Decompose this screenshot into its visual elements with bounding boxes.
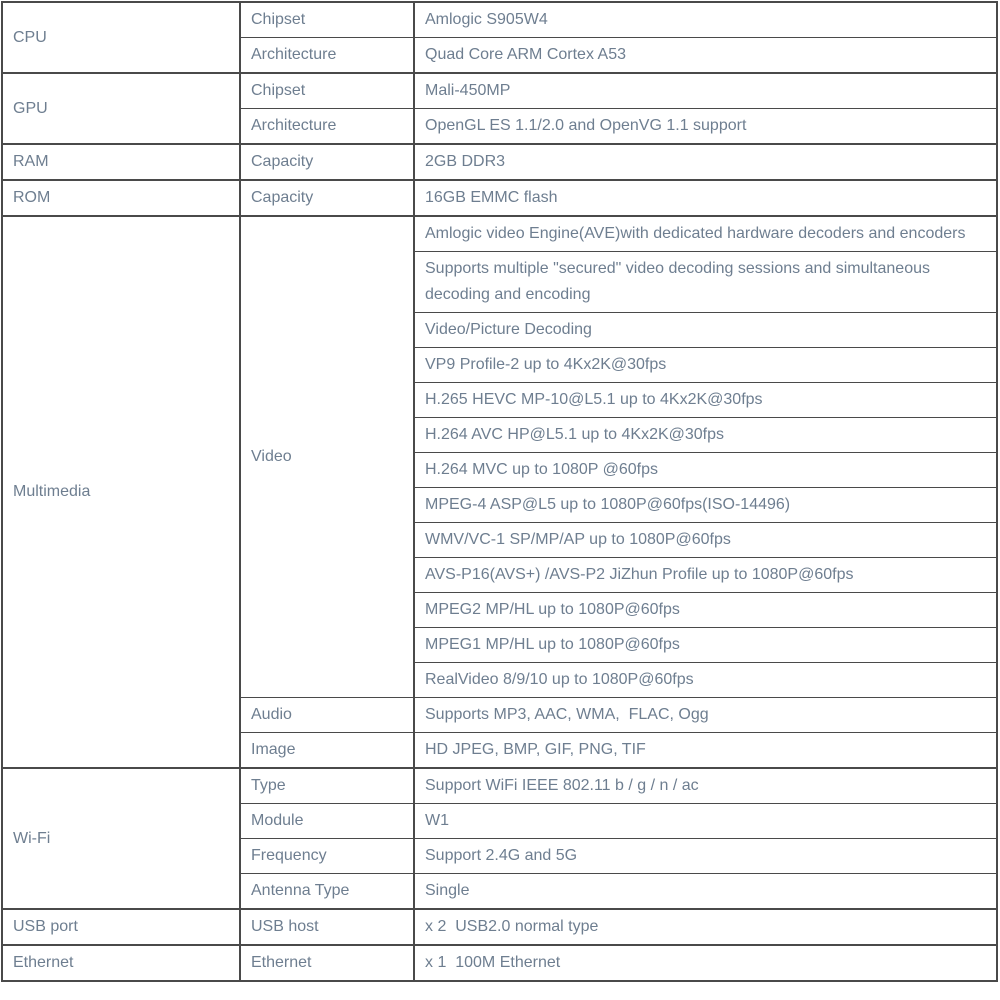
spec-value-cell: Amlogic S905W4 [414,2,997,38]
spec-value-cell: x 2 USB2.0 normal type [414,909,997,945]
spec-value-cell: VP9 Profile-2 up to 4Kx2K@30fps [414,348,997,383]
category-cell-usb-port: USB port [2,909,240,945]
spec-label-cell: Antenna Type [240,874,414,910]
spec-label-cell: Chipset [240,2,414,38]
spec-value-cell: Quad Core ARM Cortex A53 [414,38,997,74]
spec-label-cell: Capacity [240,144,414,180]
spec-value-cell: MPEG-4 ASP@L5 up to 1080P@60fps(ISO-14496) [414,488,997,523]
spec-value-cell: 2GB DDR3 [414,144,997,180]
spec-label-cell: Video [240,216,414,698]
category-cell-cpu: CPU [2,2,240,73]
spec-label-cell: Capacity [240,180,414,216]
spec-row [2,144,997,180]
spec-table [1,1,998,982]
spec-value-cell: x 1 100M Ethernet [414,945,997,981]
spec-value-cell: H.265 HEVC MP-10@L5.1 up to 4Kx2K@30fps [414,383,997,418]
spec-row [2,945,997,981]
spec-value-cell: Support WiFi IEEE 802.11 b / g / n / ac [414,768,997,804]
spec-label-cell: Architecture [240,109,414,145]
spec-value-cell: WMV/VC-1 SP/MP/AP up to 1080P@60fps [414,523,997,558]
spec-value-cell: Video/Picture Decoding [414,313,997,348]
spec-row [2,2,997,38]
spec-value-cell: MPEG1 MP/HL up to 1080P@60fps [414,628,997,663]
category-cell-ethernet: Ethernet [2,945,240,981]
spec-row [2,909,997,945]
spec-value-cell: Mali-450MP [414,73,997,109]
spec-row [2,73,997,109]
spec-label-cell: Frequency [240,839,414,874]
category-cell-wifi: Wi-Fi [2,768,240,909]
spec-value-cell: Single [414,874,997,910]
spec-row [2,180,997,216]
spec-value-cell: Supports MP3, AAC, WMA, FLAC, Ogg [414,698,997,733]
spec-row [2,216,997,252]
spec-value-cell: H.264 MVC up to 1080P @60fps [414,453,997,488]
spec-value-cell: HD JPEG, BMP, GIF, PNG, TIF [414,733,997,769]
spec-value-cell: RealVideo 8/9/10 up to 1080P@60fps [414,663,997,698]
spec-label-cell: Image [240,733,414,769]
spec-label-cell: USB host [240,909,414,945]
spec-label-cell: Architecture [240,38,414,74]
spec-label-cell: Audio [240,698,414,733]
spec-value-cell: Supports multiple "secured" video decoding sessions and simultaneous decoding and encoding [414,252,997,313]
spec-row [2,768,997,804]
category-cell-ram: RAM [2,144,240,180]
spec-value-cell: H.264 AVC HP@L5.1 up to 4Kx2K@30fps [414,418,997,453]
category-cell-rom: ROM [2,180,240,216]
spec-label-cell: Ethernet [240,945,414,981]
spec-label-cell: Module [240,804,414,839]
spec-value-cell: 16GB EMMC flash [414,180,997,216]
spec-label-cell: Type [240,768,414,804]
spec-value-cell: Support 2.4G and 5G [414,839,997,874]
category-cell-multimedia: Multimedia [2,216,240,768]
spec-value-cell: AVS-P16(AVS+) /AVS-P2 JiZhun Profile up to 1080P@60fps [414,558,997,593]
spec-label-cell: Chipset [240,73,414,109]
category-cell-gpu: GPU [2,73,240,144]
spec-value-cell: Amlogic video Engine(AVE)with dedicated hardware decoders and encoders [414,216,997,252]
spec-value-cell: MPEG2 MP/HL up to 1080P@60fps [414,593,997,628]
spec-value-cell: W1 [414,804,997,839]
spec-value-cell: OpenGL ES 1.1/2.0 and OpenVG 1.1 support [414,109,997,145]
